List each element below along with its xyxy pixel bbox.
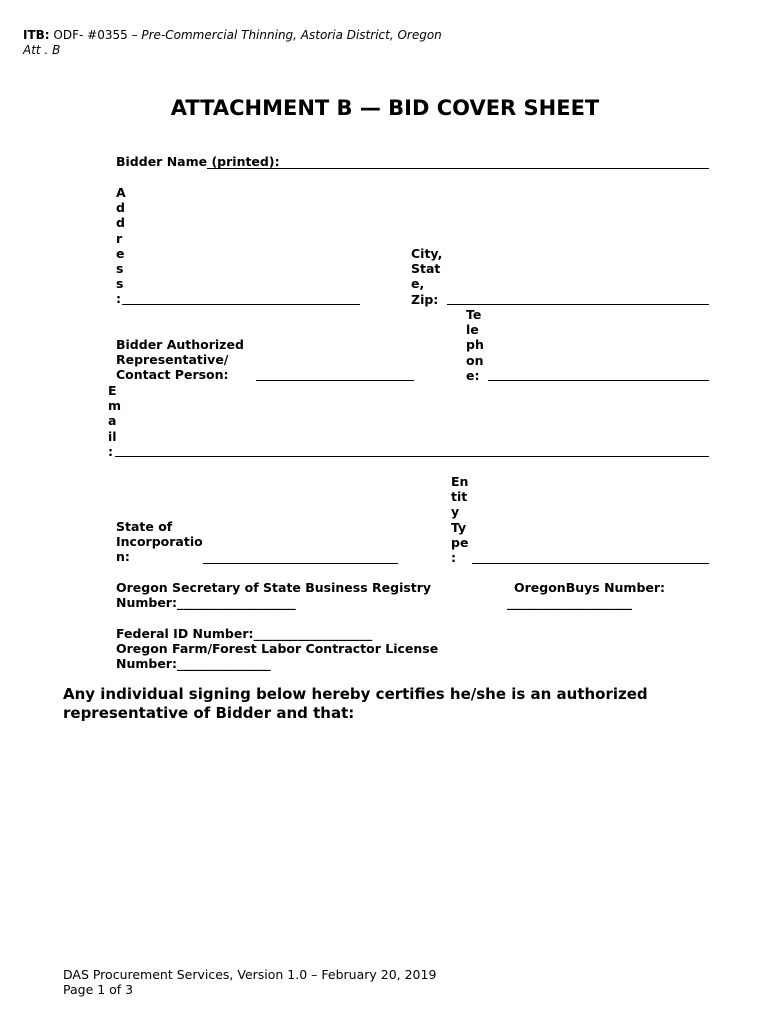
footer-page-number: Page 1 of 3: [63, 982, 134, 997]
email-label: E m a il :: [108, 383, 122, 459]
email-field[interactable]: [115, 456, 709, 457]
representative-label: Bidder Authorized Representative/ Contact Person:: [116, 337, 244, 383]
attachment-ref: Att . B: [23, 43, 61, 57]
state-incorporation-label: State of Incorporatio n:: [116, 519, 203, 565]
telephone-label: Te le ph on e:: [466, 307, 484, 383]
itb-label: ITB:: [23, 28, 50, 42]
page-title: ATTACHMENT B — BID COVER SHEET: [170, 96, 600, 120]
address-field[interactable]: [122, 304, 360, 305]
representative-field[interactable]: [256, 380, 414, 381]
sos-registry-label: Oregon Secretary of State Business Registry Number:___________________: [116, 580, 432, 611]
bidder-name-label: Bidder Name (printed):: [116, 154, 280, 169]
telephone-field[interactable]: [488, 380, 709, 381]
flc-license-label: Oregon Farm/Forest Labor Contractor License Number:_______________: [116, 641, 439, 672]
oregonbuys-field[interactable]: ____________________: [507, 595, 632, 610]
footer-version: DAS Procurement Services, Version 1.0 – February 20, 2019: [63, 967, 437, 982]
itb-header: [23, 28, 442, 43]
state-incorporation-field[interactable]: [203, 563, 398, 564]
address-label: A d d r e s s :: [116, 185, 126, 307]
bidder-name-field[interactable]: [207, 168, 709, 169]
entity-type-label: En tit y Ty pe :: [451, 474, 469, 566]
federal-id-label: Federal ID Number:___________________: [116, 626, 373, 641]
city-state-zip-field[interactable]: [447, 304, 709, 305]
certification-statement: Any individual signing below hereby certifies he/she is an authorized representative of Bidder and that:: [63, 685, 648, 722]
entity-type-field[interactable]: [472, 563, 709, 564]
oregonbuys-label: OregonBuys Number:: [514, 580, 666, 595]
city-state-zip-label: City, Stat e, Zip:: [411, 246, 443, 307]
itb-title: Pre-Commercial Thinning, Astoria District, Oregon: [141, 28, 442, 42]
itb-number: ODF- #0355 –: [49, 28, 142, 42]
